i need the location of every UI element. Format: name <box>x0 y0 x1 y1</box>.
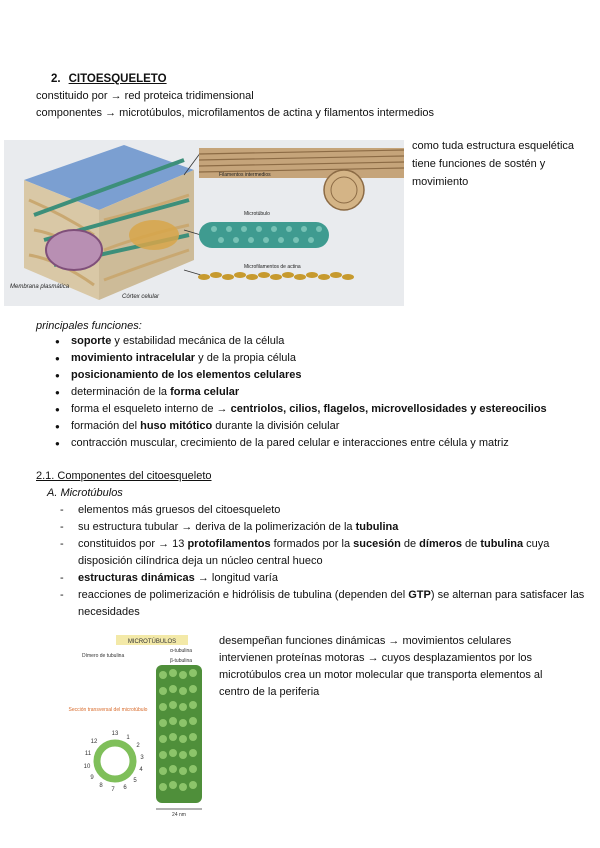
label-width: 24 nm <box>172 812 186 818</box>
section-number: 1 <box>126 735 130 741</box>
list-item: ● formación del huso mitótico durante la división celular <box>55 418 600 435</box>
microtubulos-list <box>60 502 585 621</box>
figure1-side-text: como tuda estructura esquelética tiene funciones de sostén y movimiento <box>412 140 575 188</box>
functions-title: principales funciones: <box>36 320 142 332</box>
functions-list <box>55 333 600 452</box>
label-dimero: Dímero de tubulina <box>82 653 125 659</box>
section-number: 2 <box>136 743 140 749</box>
list-item: - constituidos por → 13 protofilamentos formados por la sucesión de dímeros de tubulina cuya disposición cilíndrica deja un núcleo central hueco <box>60 536 585 570</box>
section-number: 10 <box>83 764 91 770</box>
label-filamentos: Filamentos intermedios <box>219 172 271 178</box>
section-number: 3 <box>140 755 144 761</box>
label-title: MICROTÚBULOS <box>127 639 177 645</box>
section-number: 11 <box>84 751 92 757</box>
figure2-side-text: desempeñan funciones dinámicas → movimientos celulares intervienen proteínas motoras → cuyos desplazamientos por los microtúbulos crea un motor molecular que transporta elementos al centro de la periferia <box>219 635 543 698</box>
heading-number: 2. <box>51 73 61 85</box>
label-microfilamentos: Microfilamentos de actina <box>244 264 301 270</box>
section-number: 6 <box>123 785 127 791</box>
label-beta: β-tubulina <box>170 658 193 664</box>
section-number: 13 <box>111 731 119 737</box>
cytoskeleton-illustration <box>4 140 404 306</box>
subsection-subtitle: A. Microtúbulos <box>47 487 123 499</box>
section-number: 4 <box>139 767 143 773</box>
section-number: 9 <box>90 775 94 781</box>
list-item: ● determinación de la forma celular <box>55 384 600 401</box>
section-number: 5 <box>133 778 137 784</box>
label-seccion: Sección transversal del microtúbulo <box>68 707 148 713</box>
label-membrana: Membrana plasmática <box>10 284 70 290</box>
section-heading <box>51 71 167 88</box>
cytoskeleton-figure <box>4 140 404 306</box>
microtubule-illustration <box>68 633 213 818</box>
list-item: - estructuras dinámicas → longitud varía <box>60 570 585 587</box>
list-item: ● soporte y estabilidad mecánica de la célula <box>55 333 600 350</box>
intro-line-1: constituido por → red proteica tridimensional <box>36 90 254 102</box>
list-item: - elementos más gruesos del citoesqueleto <box>60 502 585 519</box>
section-number: 8 <box>99 783 103 789</box>
section-number: 12 <box>90 739 98 745</box>
subsection-title: 2.1. Componentes del citoesqueleto <box>36 470 212 482</box>
heading-title: CITOESQUELETO <box>68 73 167 85</box>
list-item: - reacciones de polimerización e hidrólisis de tubulina (dependen del GTP) se alternan para satisfacer las necesidades <box>60 587 585 621</box>
list-item: ● posicionamiento de los elementos celulares <box>55 367 600 384</box>
list-item: - su estructura tubular → deriva de la polimerización de la tubulina <box>60 519 585 536</box>
label-alpha: α-tubulina <box>170 648 193 654</box>
label-cortex: Córtex celular <box>122 294 160 300</box>
list-item: ● forma el esqueleto interno de → centriolos, cilios, flagelos, microvellosidades y estereocilios <box>55 401 600 418</box>
intro-line-2: componentes → microtúbulos, microfilamentos de actina y filamentos intermedios <box>36 107 435 119</box>
list-item: ● contracción muscular, crecimiento de la pared celular e interacciones entre célula y matriz <box>55 435 600 452</box>
section-number: 7 <box>111 787 115 793</box>
label-microtubulo: Microtúbulo <box>244 211 270 217</box>
list-item: ● movimiento intracelular y de la propia célula <box>55 350 600 367</box>
microtubule-figure <box>68 633 213 818</box>
